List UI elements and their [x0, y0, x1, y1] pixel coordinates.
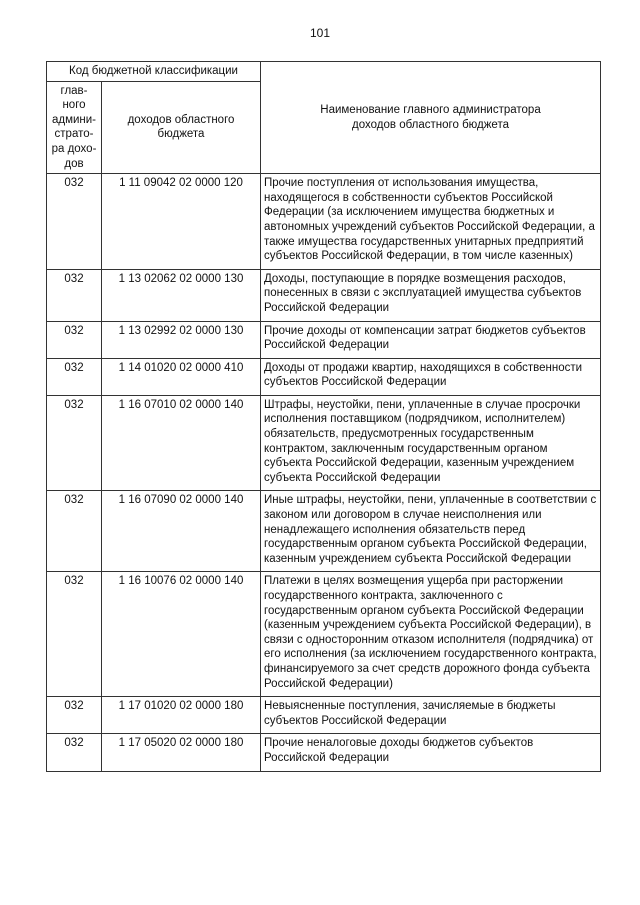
administrator-code: 032 — [47, 395, 102, 491]
table-row — [47, 734, 601, 771]
income-name: Прочие неналоговые доходы бюджетов субъектов Российской Федерации — [261, 734, 601, 771]
page-number: 101 — [309, 26, 331, 40]
income-code: 1 16 10076 02 0000 140 — [102, 572, 261, 697]
administrator-code: 032 — [47, 734, 102, 771]
income-name: Доходы от продажи квартир, находящихся в собственности субъектов Российской Федерации — [261, 358, 601, 395]
administrator-code: 032 — [47, 321, 102, 358]
main-administrator-header: глав- ного админи- страто- ра дохо- дов — [47, 81, 102, 174]
income-code-header: доходов областного бюджета — [102, 81, 261, 174]
income-code: 1 16 07010 02 0000 140 — [102, 395, 261, 491]
table-row — [47, 269, 601, 321]
income-code: 1 14 01020 02 0000 410 — [102, 358, 261, 395]
income-code: 1 17 01020 02 0000 180 — [102, 697, 261, 734]
income-name: Прочие доходы от компенсации затрат бюджетов субъектов Российской Федерации — [261, 321, 601, 358]
income-code: 1 13 02062 02 0000 130 — [102, 269, 261, 321]
income-name: Доходы, поступающие в порядке возмещения расходов, понесенных в связи с эксплуатацией имущества субъектов Российской Федерации — [261, 269, 601, 321]
table-row — [47, 697, 601, 734]
income-name: Иные штрафы, неустойки, пени, уплаченные в соответствии с законом или договором в случае неисполнения или ненадлежащего исполнения обязательств перед государственным органом субъекта Российской Федерации, казенным учреждением субъекта Российской Федерации — [261, 491, 601, 572]
income-name: Платежи в целях возмещения ущерба при расторжении государственного контракта, заключенного с государственным органом субъекта Российской Федерации (казенным учреждением субъекта Российской Федерации), в связи с односторонним отказом исполнителя (подрядчика) от его исполнения (за исключением государственного контракта, финансируемого за счет средств дорожного фонда субъекта Российской Федерации) — [261, 572, 601, 697]
administrator-code: 032 — [47, 269, 102, 321]
table-row — [47, 321, 601, 358]
table-row — [47, 395, 601, 491]
income-code: 1 11 09042 02 0000 120 — [102, 174, 261, 270]
budget-code-header: Код бюджетной классификации — [47, 62, 261, 82]
income-name: Невыясненные поступления, зачисляемые в бюджеты субъектов Российской Федерации — [261, 697, 601, 734]
income-name: Прочие поступления от использования имущества, находящегося в собственности субъектов Российской Федерации (за исключением имущества бюджетных и автономных учреждений субъектов Российской Федерации, а также имущества государственных унитарных предприятий субъектов Российской Федерации, в том числе казенных) — [261, 174, 601, 270]
table-row — [47, 174, 601, 270]
income-name: Штрафы, неустойки, пени, уплаченные в случае просрочки исполнения поставщиком (подрядчиком, исполнителем) обязательств, предусмотренных государственным контрактом, заключенным государственным органом субъекта Российской Федерации, казенным учреждением субъекта Российской Федерации — [261, 395, 601, 491]
administrator-code: 032 — [47, 358, 102, 395]
administrator-name-header: Наименование главного администратора доходов областного бюджета — [261, 62, 601, 174]
administrator-code: 032 — [47, 572, 102, 697]
administrator-code: 032 — [47, 174, 102, 270]
income-code: 1 17 05020 02 0000 180 — [102, 734, 261, 771]
administrator-code: 032 — [47, 491, 102, 572]
income-code: 1 16 07090 02 0000 140 — [102, 491, 261, 572]
table-row — [47, 572, 601, 697]
table-row — [47, 358, 601, 395]
budget-classification-table — [46, 61, 601, 772]
table-row — [47, 491, 601, 572]
income-code: 1 13 02992 02 0000 130 — [102, 321, 261, 358]
administrator-code: 032 — [47, 697, 102, 734]
